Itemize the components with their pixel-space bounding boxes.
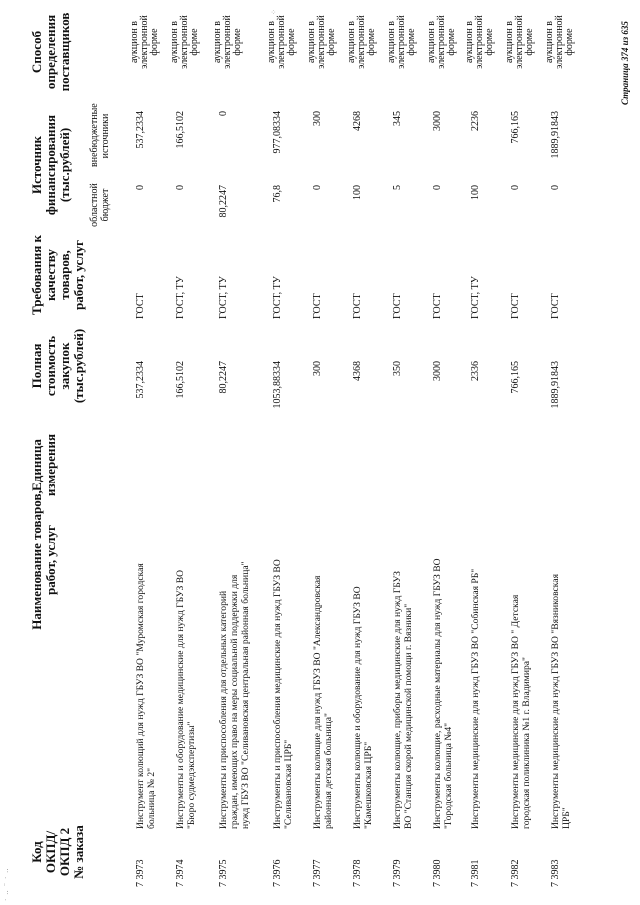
header-funding-extrabudget — [89, 105, 111, 167]
row-name-line: Инструменты и оборудование медицинские для нужд ГБУЗ ВО — [175, 569, 186, 829]
row-order-number: 7 3974 — [175, 859, 186, 887]
row-regional-budget: 0 — [175, 185, 186, 190]
header-code — [30, 817, 86, 887]
row-method-line: электронной — [436, 15, 447, 69]
row-method-line: форме — [366, 28, 377, 56]
row-regional-budget: 0 — [312, 185, 323, 190]
row-extrabudget: 300 — [312, 111, 323, 126]
row-method-line: электронной — [514, 15, 525, 69]
row-requirements: ГОСТ — [550, 293, 561, 319]
row-name-line: больница № 2" — [146, 767, 157, 829]
row-total-cost: 300 — [312, 361, 323, 376]
row-name-line: Инструменты колющие и оборудование для нужд ГБУЗ ВО — [352, 586, 363, 829]
row-method-line: электронной — [139, 15, 150, 69]
header-funding — [30, 105, 72, 225]
row-method-line: электронной — [396, 15, 407, 69]
header-fund-line3: (тыс.рублей) — [57, 127, 72, 203]
row-order-number: 7 3978 — [352, 859, 363, 887]
row-name-line: Инструменты колющие для нужд ГБУЗ ВО "Александровская — [312, 575, 323, 829]
row-name-line: ЦРБ" — [561, 807, 572, 829]
row-total-cost: 166,5102 — [175, 361, 186, 399]
row-method-line: электронной — [316, 15, 327, 69]
row-requirements: ГОСТ, ТУ — [470, 276, 481, 319]
header-name-line2: работ, услуг — [43, 525, 58, 595]
row-order-number: 7 3982 — [510, 859, 521, 887]
row-extrabudget: 766,165 — [510, 111, 521, 144]
row-name-line: Инструменты медицинские для нужд ГБУЗ ВО "Вязниковская — [550, 574, 561, 829]
row-regional-budget: 0 — [510, 185, 521, 190]
row-method-line: электронной — [222, 15, 233, 69]
row-order-number: 7 3977 — [312, 859, 323, 887]
row-regional-budget: 100 — [470, 185, 481, 200]
row-requirements: ГОСТ, ТУ — [272, 276, 283, 319]
row-method-line: форме — [326, 28, 337, 56]
scan-artifact: ⁘ — [270, 8, 278, 15]
row-method-line: форме — [446, 28, 457, 56]
row-extrabudget: 0 — [218, 111, 229, 116]
row-name-line: "Бюро судмедэкспертизы" — [186, 721, 197, 829]
row-method-line: аукцион в — [169, 20, 180, 64]
row-extrabudget: 166,5102 — [175, 111, 186, 149]
header-cost-line1: Полная — [29, 343, 44, 389]
row-total-cost: 4368 — [352, 361, 363, 381]
row-order-number: 7 3981 — [470, 859, 481, 887]
row-method-line: электронной — [474, 15, 485, 69]
row-extrabudget: 3000 — [432, 111, 443, 131]
row-requirements: ГОСТ, ТУ — [175, 276, 186, 319]
row-method-line: форме — [406, 28, 417, 56]
row-method-line: аукцион в — [544, 20, 555, 64]
row-name-line: "Селивановская ЦРБ" — [283, 739, 294, 829]
row-requirements: ГОСТ — [432, 293, 443, 319]
row-regional-budget: 100 — [352, 185, 363, 200]
row-regional-budget: 0 — [550, 185, 561, 190]
header-fund-line1: Источник — [29, 135, 44, 195]
row-method-line: форме — [286, 28, 297, 56]
row-name-line: Инструменты и приспособления медицинские для нужд ГБУЗ ВО — [272, 559, 283, 829]
row-method-line: аукцион в — [464, 20, 475, 64]
row-regional-budget: 5 — [392, 185, 403, 190]
row-name-line: городская поликлиника №1 г. Владимира" — [521, 657, 532, 829]
header-code-line4: № заказа — [71, 825, 86, 879]
header-fund-line2: финансирования — [43, 114, 58, 216]
header-code-line3: ОКПД 2 — [57, 827, 72, 877]
row-method-line: электронной — [179, 15, 190, 69]
header-cost — [30, 324, 86, 408]
row-requirements: ГОСТ — [312, 293, 323, 319]
row-extrabudget: 537,2334 — [135, 111, 146, 149]
row-method-line: аукцион в — [386, 20, 397, 64]
row-method-line: аукцион в — [212, 20, 223, 64]
row-order-number: 7 3983 — [550, 859, 561, 887]
row-name-line: Инструменты и приспособления для отдельных категорий — [218, 590, 229, 829]
row-total-cost: 537,2334 — [135, 361, 146, 399]
row-extrabudget: 345 — [392, 111, 403, 126]
row-requirements: ГОСТ — [392, 293, 403, 319]
row-order-number: 7 3976 — [272, 859, 283, 887]
header-method-line2: определения — [43, 14, 58, 90]
header-fund-regional-line1: областной — [89, 183, 100, 227]
row-regional-budget: 0 — [432, 185, 443, 190]
row-method-line: форме — [484, 28, 495, 56]
header-code-line1: Код — [29, 841, 44, 863]
header-req-line2: качеству товаров, — [43, 249, 72, 301]
row-name-line: районная детская больница" — [323, 713, 334, 829]
row-method-line: форме — [189, 28, 200, 56]
row-extrabudget: 2236 — [470, 111, 481, 131]
header-req-line1: Требования к — [29, 235, 44, 315]
header-unit — [30, 430, 58, 500]
row-method-line: форме — [232, 28, 243, 56]
header-fund-extra-line1: внебюджетные — [89, 103, 100, 167]
row-name-line: граждан, имеющих право на меры социальной поддержки для — [229, 574, 240, 829]
row-total-cost: 2336 — [470, 361, 481, 381]
header-code-line2: ОКПД/ — [43, 830, 58, 874]
row-order-number: 7 3979 — [392, 859, 403, 887]
row-requirements: ГОСТ — [135, 293, 146, 319]
row-method-line: электронной — [276, 15, 287, 69]
row-method-line: аукцион в — [426, 20, 437, 64]
row-method-line: аукцион в — [266, 20, 277, 64]
row-method-line: аукцион в — [346, 20, 357, 64]
row-name-line: ВО "Станция скорой медицинской помощи г. Вязники" — [403, 603, 414, 829]
row-order-number: 7 3980 — [432, 859, 443, 887]
row-regional-budget: 80,2247 — [218, 185, 229, 218]
row-total-cost: 1889,91843 — [550, 361, 561, 409]
header-funding-regional — [89, 177, 111, 233]
row-name-line: Инструменты медицинские для нужд ГБУЗ ВО " Детская — [510, 594, 521, 829]
header-req-line3: работ, услуг — [71, 240, 86, 310]
scan-artifact: · ‥ ⁻ · ‥ — [2, 867, 10, 901]
row-regional-budget: 76,8 — [272, 185, 283, 203]
header-fund-extra-line2: источники — [100, 113, 111, 159]
row-requirements: ГОСТ, ТУ — [218, 276, 229, 319]
row-requirements: ГОСТ — [352, 293, 363, 319]
header-fund-regional-line2: бюджет — [100, 188, 111, 222]
page-footer: Страница 374 из 635 — [620, 21, 630, 105]
row-extrabudget: 4268 — [352, 111, 363, 131]
row-name-line: "Камешковская ЦРБ" — [363, 741, 374, 829]
header-cost-line4: (тыс.рублей) — [71, 328, 86, 404]
row-order-number: 7 3973 — [135, 859, 146, 887]
row-total-cost: 1053,88334 — [272, 361, 283, 409]
row-method-line: форме — [524, 28, 535, 56]
row-extrabudget: 977,08334 — [272, 111, 283, 154]
row-method-line: аукцион в — [129, 20, 140, 64]
row-regional-budget: 0 — [135, 185, 146, 190]
row-name-line: Инструменты медицинские для нужд ГБУЗ ВО "Собинская РБ" — [470, 568, 481, 829]
row-method-line: аукцион в — [504, 20, 515, 64]
row-method-line: аукцион в — [306, 20, 317, 64]
header-cost-line3: закупок — [57, 342, 72, 390]
row-name-line: Инструменты колющие, расходные материалы для нужд ГБУЗ ВО — [432, 558, 443, 829]
row-name-line: Инструмент колющий для нужд ГБУЗ ВО "Муромская городская — [135, 563, 146, 829]
row-name-line: "Городская больница №4" — [443, 722, 454, 829]
row-method-line: форме — [149, 28, 160, 56]
header-requirements — [30, 225, 86, 325]
header-method-line1: Способ — [29, 30, 44, 74]
header-method-line3: поставщиков — [57, 12, 72, 92]
header-unit-line1: Единица — [29, 439, 44, 491]
header-cost-line2: стоимость — [43, 335, 58, 397]
row-name-line: Инструменты колющие, приборы медицинские для нужд ГБУЗ — [392, 571, 403, 829]
header-method — [30, 7, 72, 97]
row-method-line: электронной — [554, 15, 565, 69]
row-total-cost: 80,2247 — [218, 361, 229, 394]
header-unit-line2: измерения — [43, 433, 58, 497]
row-method-line: электронной — [356, 15, 367, 69]
row-requirements: ГОСТ — [510, 293, 521, 319]
header-name-line1: Наименование товаров, — [29, 490, 44, 630]
row-total-cost: 350 — [392, 361, 403, 376]
row-total-cost: 766,165 — [510, 361, 521, 394]
row-extrabudget: 1889,91843 — [550, 111, 561, 159]
row-order-number: 7 3975 — [218, 859, 229, 887]
row-total-cost: 3000 — [432, 361, 443, 381]
row-name-line: нужд ГБУЗ ВО "Селивановская центральная районная больница" — [240, 561, 251, 829]
row-method-line: форме — [564, 28, 575, 56]
